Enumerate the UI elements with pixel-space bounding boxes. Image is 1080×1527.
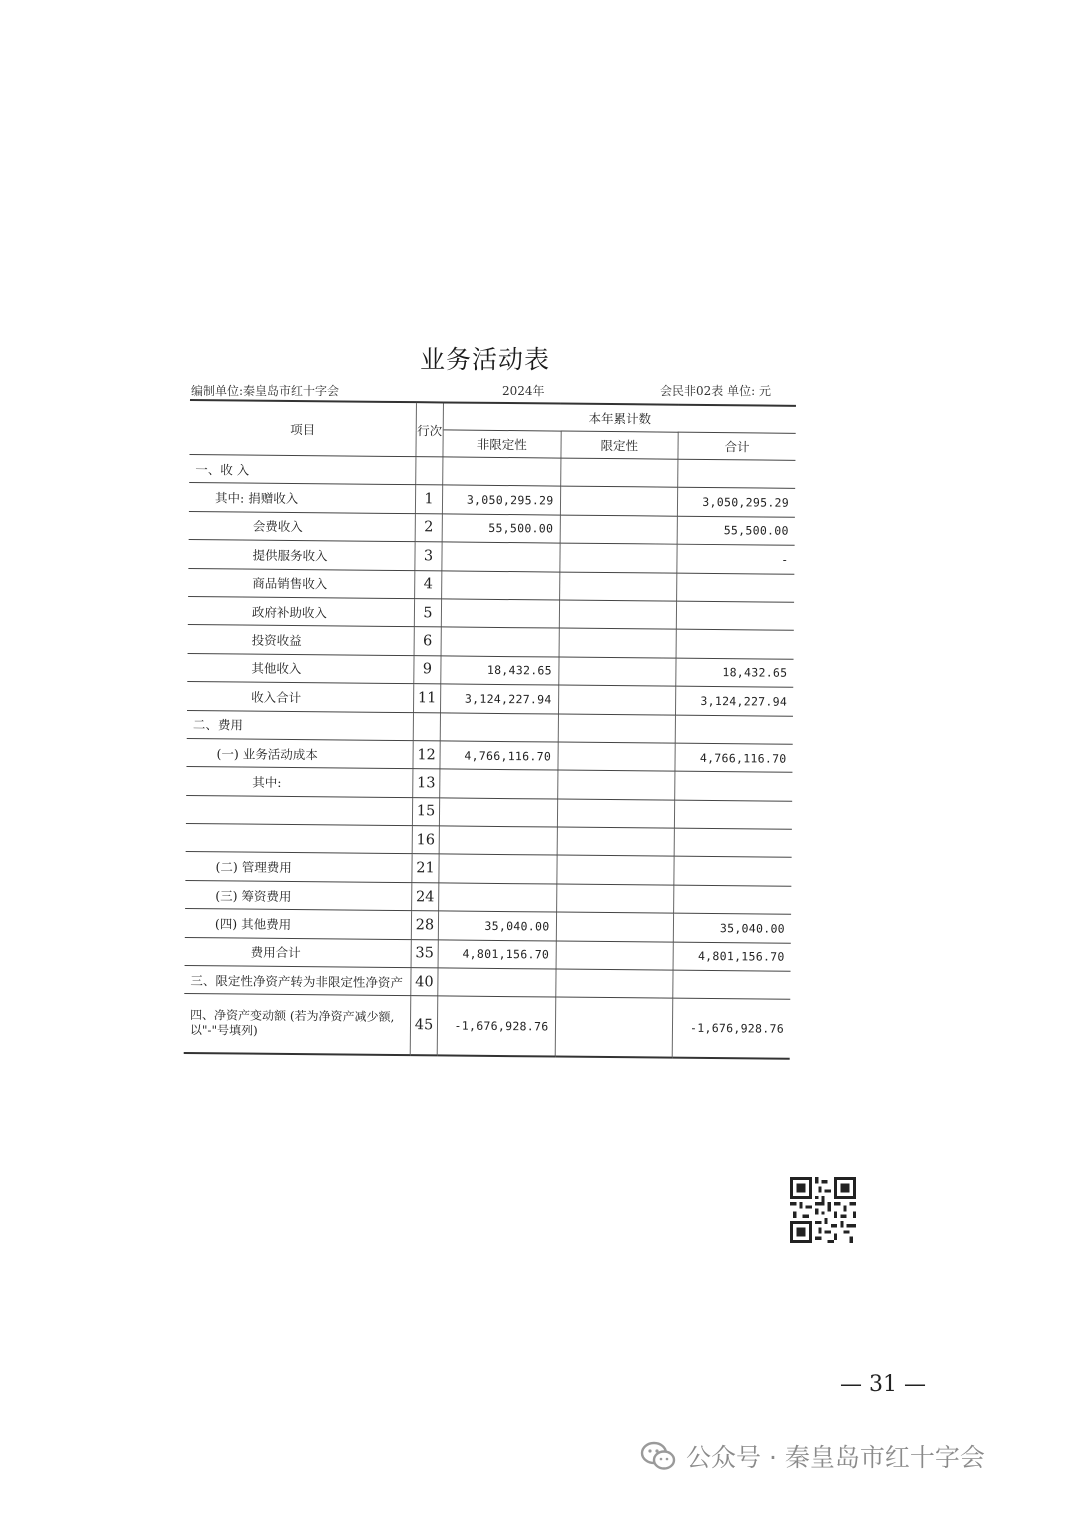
cell-total [674, 800, 792, 830]
cell-restricted [559, 572, 677, 602]
row-number: 12 [413, 741, 440, 770]
row-number: 45 [410, 996, 438, 1056]
cell-restricted [560, 458, 678, 488]
row-number: 24 [412, 883, 439, 912]
footer-text: 公众号 · 秦皇岛市红十字会 [686, 1443, 985, 1472]
header-total: 合计 [678, 432, 796, 460]
cell-total [674, 885, 792, 915]
row-item-name: 政府补助收入 [188, 596, 415, 627]
cell-unrestricted: 35,040.00 [438, 911, 556, 941]
cell-unrestricted [440, 769, 558, 799]
cell-total: -1,676,928.76 [672, 999, 790, 1060]
row-number: 5 [414, 599, 441, 628]
cell-unrestricted [439, 826, 557, 856]
row-item-name [186, 795, 413, 826]
cell-total [674, 857, 792, 887]
cell-unrestricted [438, 968, 556, 998]
page-number: — 31 — [840, 1372, 926, 1397]
compiler-label: 编制单位:秦皇岛市红十字会 [191, 384, 340, 398]
cell-unrestricted: 4,766,116.70 [440, 741, 558, 771]
cell-restricted [556, 856, 674, 886]
cell-total [676, 630, 794, 660]
row-item-name: 会费收入 [189, 511, 416, 542]
cell-restricted [555, 997, 673, 1058]
cell-total [673, 970, 791, 1000]
cell-restricted [557, 799, 675, 829]
cell-total: 4,766,116.70 [675, 743, 793, 773]
cell-total [676, 601, 794, 631]
cell-restricted [559, 600, 677, 630]
cell-restricted [558, 685, 676, 715]
row-number: 40 [411, 968, 438, 997]
cell-restricted [557, 770, 675, 800]
cell-total: 18,432.65 [676, 658, 794, 688]
cell-unrestricted [442, 542, 560, 572]
cell-unrestricted [440, 712, 558, 742]
cell-restricted [556, 912, 674, 942]
row-number: 21 [412, 854, 439, 883]
cell-total [678, 459, 796, 489]
cell-unrestricted: 4,801,156.70 [438, 940, 556, 970]
cell-unrestricted [443, 457, 561, 487]
row-item-name: (二) 管理费用 [185, 852, 412, 883]
cell-unrestricted: -1,676,928.76 [437, 996, 555, 1057]
row-number: 1 [415, 485, 442, 514]
row-item-name: 其中: 捐赠收入 [189, 483, 416, 514]
row-item-name: (三) 筹资费用 [185, 880, 412, 911]
document-title: 业务活动表 [419, 345, 550, 374]
row-item-name: 费用合计 [185, 937, 412, 968]
cell-unrestricted [439, 854, 557, 884]
header-item: 项目 [189, 400, 416, 457]
row-number: 28 [411, 911, 438, 940]
row-number: 4 [415, 570, 442, 599]
cell-restricted [558, 714, 676, 744]
activity-statement-table [184, 399, 796, 1060]
cell-total: 35,040.00 [673, 913, 791, 943]
row-number: 6 [414, 627, 441, 656]
cell-total: 3,050,295.29 [677, 488, 795, 518]
cell-restricted [560, 486, 678, 516]
row-item-name [186, 824, 413, 855]
cell-total [675, 715, 793, 745]
header-annual-total: 本年累计数 [443, 402, 796, 433]
cell-unrestricted: 3,050,295.29 [442, 485, 560, 515]
wechat-footer [640, 1436, 985, 1476]
cell-restricted [555, 969, 673, 999]
row-item-name: 其中: [186, 767, 413, 798]
header-restricted: 限定性 [560, 431, 678, 459]
cell-unrestricted [441, 599, 559, 629]
cell-unrestricted [439, 883, 557, 913]
cell-unrestricted: 18,432.65 [441, 656, 559, 686]
cell-restricted [556, 884, 674, 914]
row-number: 13 [413, 769, 440, 798]
cell-restricted [560, 515, 678, 545]
cell-unrestricted [442, 570, 560, 600]
row-number: 15 [412, 797, 439, 826]
row-item-name: 三、限定性净资产转为非限定性净资产 [184, 966, 411, 997]
cell-unrestricted [441, 627, 559, 657]
row-number: 11 [414, 684, 441, 713]
cell-total [677, 573, 795, 603]
form-unit-label: 会民非02表 单位: 元 [660, 384, 771, 398]
cell-restricted [557, 827, 675, 857]
cell-restricted [556, 941, 674, 971]
cell-restricted [558, 657, 676, 687]
row-number: 16 [412, 826, 439, 855]
row-number: 9 [414, 655, 441, 684]
row-item-name: 二、费用 [187, 710, 414, 741]
row-item-name: 投资收益 [188, 625, 415, 656]
row-item-name: 一、收 入 [189, 454, 416, 485]
cell-restricted [559, 628, 677, 658]
year-label: 2024年 [502, 384, 545, 398]
row-number: 2 [415, 513, 442, 542]
row-item-name: 收入合计 [187, 682, 414, 713]
cell-total: 4,801,156.70 [673, 942, 791, 972]
cell-unrestricted [439, 798, 557, 828]
row-number [416, 457, 443, 486]
header-unrestricted: 非限定性 [443, 430, 561, 458]
cell-unrestricted: 3,124,227.94 [441, 684, 559, 714]
header-row-no: 行次 [416, 402, 444, 457]
cell-restricted [559, 543, 677, 573]
row-item-name: (四) 其他费用 [185, 909, 412, 940]
row-item-name: 商品销售收入 [188, 568, 415, 599]
cell-total: 55,500.00 [677, 516, 795, 546]
cell-restricted [557, 742, 675, 772]
wechat-icon [640, 1441, 676, 1471]
row-item-name: (一) 业务活动成本 [186, 738, 413, 769]
row-number: 35 [411, 939, 438, 968]
table-row [184, 994, 791, 1059]
row-item-name: 四、净资产变动额 (若为净资产减少额, 以"-"号填列) [184, 994, 411, 1056]
cell-total: 3,124,227.94 [675, 686, 793, 716]
cell-total [675, 771, 793, 801]
row-item-name: 提供服务收入 [188, 540, 415, 571]
row-number [413, 712, 440, 741]
cell-unrestricted: 55,500.00 [442, 514, 560, 544]
qr-code-icon [790, 1177, 856, 1243]
row-number: 3 [415, 542, 442, 571]
row-item-name: 其他收入 [187, 653, 414, 684]
cell-total [674, 828, 792, 858]
cell-total: - [677, 544, 795, 574]
